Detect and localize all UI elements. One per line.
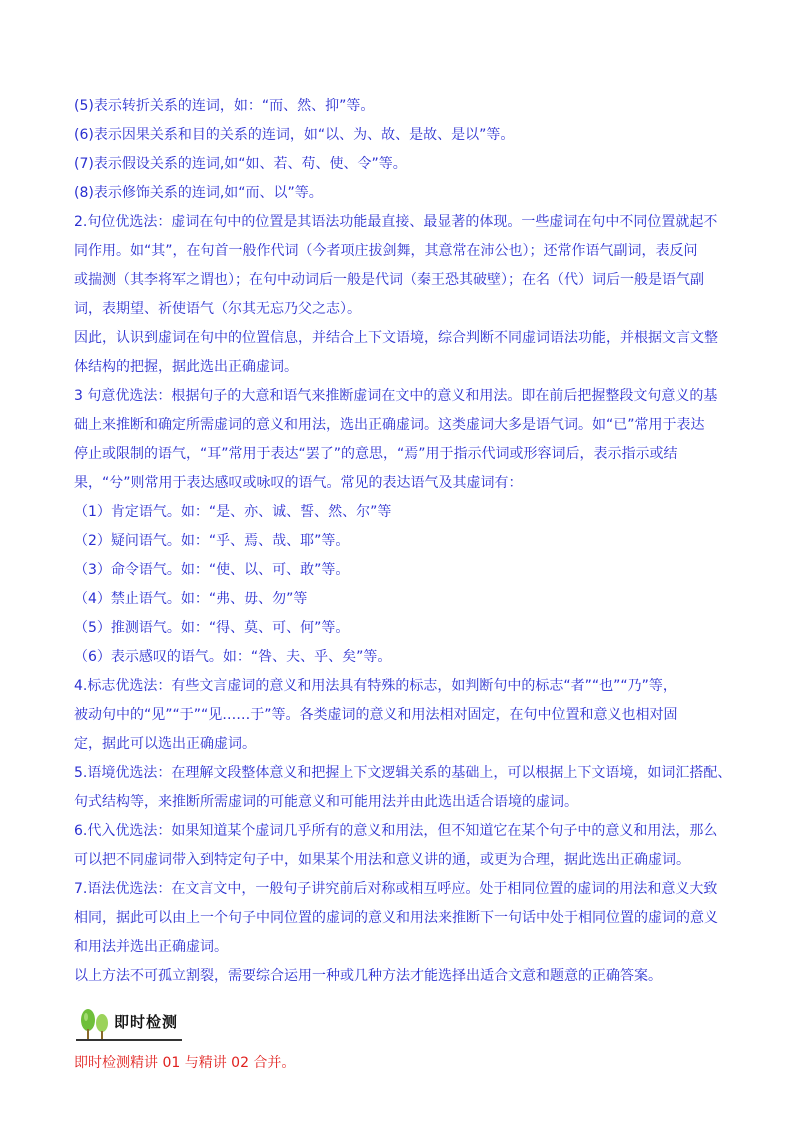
method-5-paragraph	[74, 759, 734, 817]
method-7-line: 相同，据此可以由上一个句子中同位置的虚词的意义和用法来推断下一句话中处于相同位置的虚词的意义	[74, 910, 718, 926]
method-7-line: 和用法并选出正确虚词。	[74, 939, 228, 955]
method-4-line: 4.标志优选法：有些文言虚词的意义和用法具有特殊的标志，如判断句中的标志“者”“也”“乃”等，	[74, 678, 677, 694]
method-6-line: 6.代入优选法：如果知道某个虚词几乎所有的意义和用法，但不知道它在某个句子中的意义和用法，那么	[74, 823, 718, 839]
document-page	[74, 92, 734, 1078]
summary-text: 以上方法不可孤立割裂，需要综合运用一种或几种方法才能选择出适合文意和题意的正确答案。	[74, 968, 662, 984]
method-3-line: 础上来推断和确定所需虚词的意义和用法，选出正确虚词。这类虚词大多是语气词。如“已”常用于表达	[74, 417, 705, 433]
method-4-paragraph	[74, 672, 734, 759]
method-7-paragraph	[74, 875, 734, 962]
conjunction-item-8: (8)表示修饰关系的连词,如“而、以”等。	[74, 185, 323, 201]
method-2-line: 词，表期望、祈使语气（尔其无忘乃父之志）。	[74, 301, 361, 317]
method-7-line: 7.语法优选法：在文言文中，一般句子讲究前后对称或相互呼应。处于相同位置的虚词的用法和意义大致	[74, 881, 718, 897]
method-3-line: 3 句意优选法：根据句子的大意和语气来推断虚词在文中的意义和用法。即在前后把握整段文句意义的基	[74, 388, 718, 404]
method-2-line: 2.句位优选法：虚词在句中的位置是其语法功能最直接、最显著的体现。一些虚词在句中不同位置就起不	[74, 214, 718, 230]
mood-item-5: （5）推测语气。如：“得、莫、可、何”等。	[74, 620, 350, 636]
mood-item-4: （4）禁止语气。如：“弗、毋、勿”等	[74, 591, 308, 607]
conjunction-item-7: (7)表示假设关系的连词,如“如、若、苟、使、令”等。	[74, 156, 407, 172]
merge-note: 即时检测精讲 01 与精讲 02 合并。	[74, 1055, 296, 1071]
section-title: 即时检测	[114, 1013, 179, 1031]
conclusion-line: 体结构的把握，据此选出正确虚词。	[74, 359, 298, 375]
method-2-line: 或揣测（其李将军之谓也）；在句中动词后一般是代词（秦王恐其破壁）；在名（代）词后一般是语气副	[74, 272, 704, 288]
section-banner	[74, 1005, 184, 1045]
method-3-paragraph	[74, 382, 734, 498]
method-3-line: 果，“兮”则常用于表达感叹或咏叹的语气。常见的表达语气及其虚词有：	[74, 475, 523, 491]
mood-item-6: （6）表示感叹的语气。如：“咎、夫、乎、矣”等。	[74, 649, 392, 665]
mood-item-1: （1）肯定语气。如：“是、亦、诚、誓、然、尔”等	[74, 504, 392, 520]
method-2-paragraph	[74, 208, 734, 324]
method-2-line: 同作用。如“其”，在句首一般作代词（今者项庄拔剑舞，其意常在沛公也）；还常作语气副词，表反问	[74, 243, 698, 259]
method-5-line: 句式结构等，来推断所需虚词的可能意义和可能用法并由此选出适合语境的虚词。	[74, 794, 578, 810]
conclusion-line: 因此，认识到虚词在句中的位置信息，并结合上下文语境，综合判断不同虚词语法功能，并根据文言文整	[74, 330, 718, 346]
method-2-conclusion	[74, 324, 734, 382]
method-4-line: 被动句中的“见”“于”“见……于”等。各类虚词的意义和用法相对固定，在句中位置和意义也相对固	[74, 707, 678, 723]
method-6-paragraph	[74, 817, 734, 875]
mood-item-2: （2）疑问语气。如：“乎、焉、哉、耶”等。	[74, 533, 350, 549]
section-divider	[76, 1039, 182, 1041]
tree-icon	[78, 1007, 112, 1041]
method-6-line: 可以把不同虚词带入到特定句子中，如果某个用法和意义讲的通，或更为合理，据此选出正确虚词。	[74, 852, 690, 868]
conjunction-item-6: (6)表示因果关系和目的关系的连词，如“以、为、故、是故、是以”等。	[74, 127, 515, 143]
method-3-line: 停止或限制的语气，“耳”常用于表达“罢了”的意思，“焉”用于指示代词或形容词后，表示指示或结	[74, 446, 678, 462]
method-5-line: 5.语境优选法：在理解文段整体意义和把握上下文逻辑关系的基础上，可以根据上下文语境，如词汇搭配、	[74, 765, 732, 781]
method-4-line: 定，据此可以选出正确虚词。	[74, 736, 256, 752]
conjunction-item-5: (5)表示转折关系的连词，如：“而、然、抑”等。	[74, 98, 375, 114]
mood-item-3: （3）命令语气。如：“使、以、可、敢”等。	[74, 562, 350, 578]
